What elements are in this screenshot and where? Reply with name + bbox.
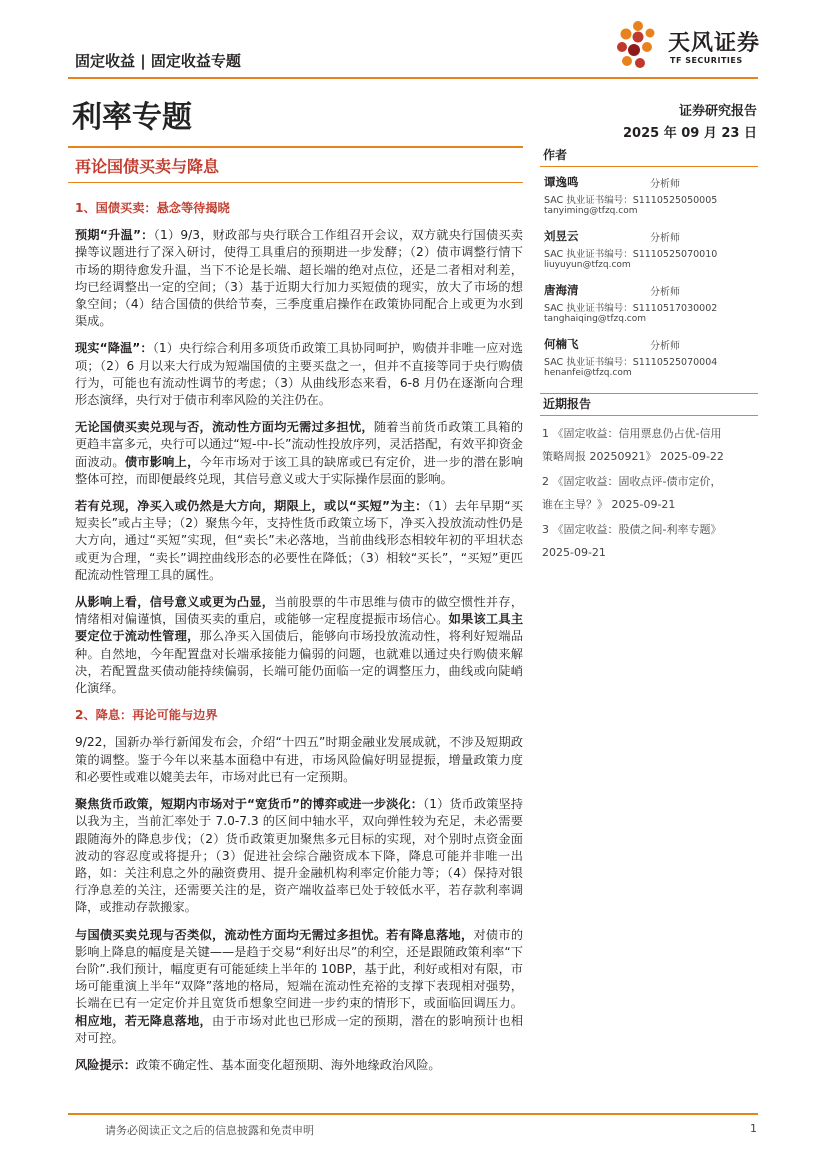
paragraph-text: （1）央行综合利用多项货币政策工具协同呵护，购债并非唯一应对选项；（2）6 月以来大行成为短端国债的主要买盘之一，但并不直接等同于央行购债行为，可能也有流动性调节的考虑；（3）从曲线形态来看，6-8 月仍在逐渐向合理形态演绎，央行对于债市利率风险的关注仍在。	[75, 341, 523, 408]
author-license: SAC 执业证书编号：S1110525070010	[544, 249, 718, 260]
recent-report-link[interactable]	[542, 518, 756, 564]
author-email[interactable]: tanyiming@tfzq.com	[544, 206, 638, 216]
author-card	[540, 221, 758, 275]
paragraph-text: 今年市场对于该工具的缺席或已有定价，进一步的潜在影响整体可控，而即便最终兑现，其信号意义或大于实际操作层面的影响。	[75, 454, 524, 486]
page-number: 1	[750, 1122, 757, 1135]
author-license: SAC 执业证书编号：S1110517030002	[544, 303, 718, 314]
paragraph-text: 由于市场对此也已形成一定的预期，潜在的影响预计也相对可控。	[75, 1013, 524, 1045]
author-name: 何楠飞	[544, 337, 579, 351]
sidebar	[540, 145, 758, 566]
logo-mark-icon	[612, 20, 664, 72]
report-category: 固定收益 | 固定收益专题	[75, 52, 241, 70]
header-divider	[68, 77, 758, 79]
paragraph-8	[75, 927, 523, 1047]
author-email[interactable]: henanfei@tfzq.com	[544, 368, 632, 378]
footer-divider	[68, 1113, 758, 1115]
subtitle-top-divider	[68, 146, 523, 148]
paragraph-lead: 如果该工具主要定位于流动性管理，	[75, 612, 524, 644]
main-body	[75, 200, 523, 1084]
recent-report-line: 3 《固定收益：股债之间-利率专题》	[542, 523, 722, 536]
author-role: 分析师	[650, 179, 680, 190]
author-role: 分析师	[650, 341, 680, 352]
logo-text: 天风证券	[668, 31, 761, 56]
paragraph-1	[75, 227, 523, 330]
paragraph-text: （1）9/3，财政部与央行联合工作组召开会议，双方就央行国债买卖操等议题进行了深入研讨，使得工具重启的预期进一步发酵；（2）债市调整行情下市场的期待愈发升温，当下不论是长端、超长端的绝对点位，还是二者相对利差，均已经调整出一定的空间；（3）基于近期大行加力买短债的现实，放大了市场的想象空间；（4）结合国债的供给节奏，三季度重启操作在政策协同配合上或更为水到渠成。	[75, 228, 523, 329]
section-heading-2: 2、降息：再论可能与边界	[75, 708, 218, 723]
recent-report-line: 策略周报 20250921》 2025-09-22	[542, 450, 724, 463]
paragraph-text: 随着当前货币政策工具箱的更趋丰富多元，央行可以通过“短-中-长”流动性投放序列，灵活搭配，有效平抑资金面波动。	[75, 420, 524, 469]
paragraph-lead: 从影响上看，信号意义或更为凸显，	[75, 595, 275, 610]
paragraph-text: 9/22，国新办举行新闻发布会，介绍“十四五”时期金融业发展成就，不涉及短期政策的调整。鉴于今年以来基本面稳中有进，市场风险偏好明显提振，增量政策力度和必要性或难以媲美去年，市场对此已有一定预期。	[75, 735, 523, 784]
paragraph-2	[75, 340, 523, 409]
logo-subtext: TF SECURITIES	[670, 56, 743, 65]
paragraph-7	[75, 796, 523, 916]
recent-report-line: 谁在主导？》 2025-09-21	[542, 498, 676, 511]
recent-report-link[interactable]	[542, 470, 756, 516]
recent-reports-list	[540, 416, 758, 564]
paragraph-text: 当前股票的牛市思维与债市的做空惯性并存，情绪相对偏谨慎，国债买卖的重启，或能够一定程度提振市场信心。	[75, 595, 524, 627]
subtitle-bottom-divider	[68, 182, 523, 183]
paragraph-text: 那么净买入国债后，能够向市场投放流动性，将利好短端品种。自然地，今年配置盘对长端承接能力偏弱的问题，也就难以通过央行购债来解决，若配置盘买债动能持续偏弱，长端可能仍面临一定的调整压力，曲线或向陡峭化演绎。	[75, 629, 524, 696]
paragraph-lead: 预期“升温”：	[75, 228, 154, 243]
author-name: 刘昱云	[544, 229, 579, 243]
paragraph-lead: 与国债买卖兑现与否类似，流动性方面均无需过多担忧。若有降息落地，	[75, 927, 474, 942]
recent-report-line: 2025-09-21	[542, 546, 606, 559]
author-card	[540, 275, 758, 329]
paragraph-text: 对债市的影响上降息的幅度是关键——是趋于交易“利好出尽”的利空，还是跟随政策利率“下台阶”.我们预计，幅度更有可能延续上半年的 10BP，基于此，利好或相对有限，市场可能重演上半年“双降”落地的格局，短端在流动性充裕的支撑下表现相对强势，长端在已有一定定价并且宽货币想象空间进一步约束的情形下，或面临回调压力。	[75, 927, 524, 1011]
report-subtitle: 再论国债买卖与降息	[75, 157, 220, 176]
paragraph-lead: 相应地，若无降息落地，	[75, 1013, 212, 1028]
recent-reports-heading: 近期报告	[543, 397, 592, 411]
recent-report-line: 1 《固定收益：信用票息仍占优-信用	[542, 427, 722, 440]
paragraph-lead: 债市影响上，	[124, 454, 200, 469]
report-date: 2025 年 09 月 23 日	[623, 126, 757, 141]
author-name: 唐海清	[544, 283, 579, 297]
paragraph-lead: 聚焦货币政策，短期内市场对于“宽货币”的博弈或进一步淡化：	[75, 797, 424, 812]
risk-lead: 风险提示：	[75, 1057, 136, 1072]
author-license: SAC 执业证书编号：S1110525070004	[544, 357, 718, 368]
authors-heading: 作者	[543, 148, 568, 162]
author-email[interactable]: tanghaiqing@tfzq.com	[544, 314, 647, 324]
paragraph-4	[75, 498, 523, 584]
risk-warning	[75, 1057, 523, 1074]
risk-text: 政策不确定性、基本面变化超预期、海外地缘政治风险。	[135, 1057, 441, 1072]
page-title: 利率专题	[72, 100, 192, 135]
author-card	[540, 167, 758, 221]
paragraph-5	[75, 594, 523, 697]
paragraph-6	[75, 734, 523, 786]
paragraph-lead: 若有兑现，净买入或仍然是大方向，期限上，或以“买短”为主：	[75, 499, 428, 514]
paragraph-lead: 无论国债买卖兑现与否，流动性方面均无需过多担忧，	[75, 420, 374, 435]
paragraph-text: （1）货币政策坚持以我为主，当前汇率处于 7.0-7.3 的区间中轴水平，双向弹性较为充足，未必需要跟随海外的降息步伐；（2）货币政策更加聚焦多元目标的实现，对个别时点资金面波动的容忍度或将提升；（3）促进社会综合融资成本下降，降息可能并非唯一出路，如：关注利息之外的融资费用、提升金融机构利率定价能力等；（4）保持对银行净息差的关注，还需要关注的是，资产端收益率已处于较低水平，若存款利率调降，或推动存款搬家。	[75, 797, 523, 915]
author-role: 分析师	[650, 287, 680, 298]
paragraph-text: （1）去年早期“买短卖长”或占主导；（2）聚焦今年，支持性货币政策立场下，净买入投放流动性仍是大方向，通过“买短”实现，但“卖长”未必落地，当前曲线形态相较年初的平坦状态或更为合理，“卖长”调控曲线形态的必要性在降低；（3）相较“买长”，“买短”更匹配流动性管理工具的属性。	[75, 499, 524, 582]
recent-report-link[interactable]	[542, 422, 756, 468]
author-license: SAC 执业证书编号：S1110525050005	[544, 195, 718, 206]
company-logo	[612, 20, 772, 76]
report-type: 证券研究报告	[678, 104, 757, 119]
paragraph-3	[75, 419, 523, 488]
paragraph-lead: 现实“降温”：	[75, 341, 153, 356]
author-role: 分析师	[650, 233, 680, 244]
footer-disclaimer: 请务必阅读正文之后的信息披露和免责申明	[105, 1124, 314, 1137]
section-heading-1: 1、国债买卖：悬念等待揭晓	[75, 201, 230, 215]
author-card	[540, 329, 758, 383]
author-name: 谭逸鸣	[544, 175, 579, 189]
author-email[interactable]: liuyuyun@tfzq.com	[544, 260, 631, 270]
recent-report-line: 2 《固定收益：固收点评-债市定价，	[542, 475, 722, 488]
